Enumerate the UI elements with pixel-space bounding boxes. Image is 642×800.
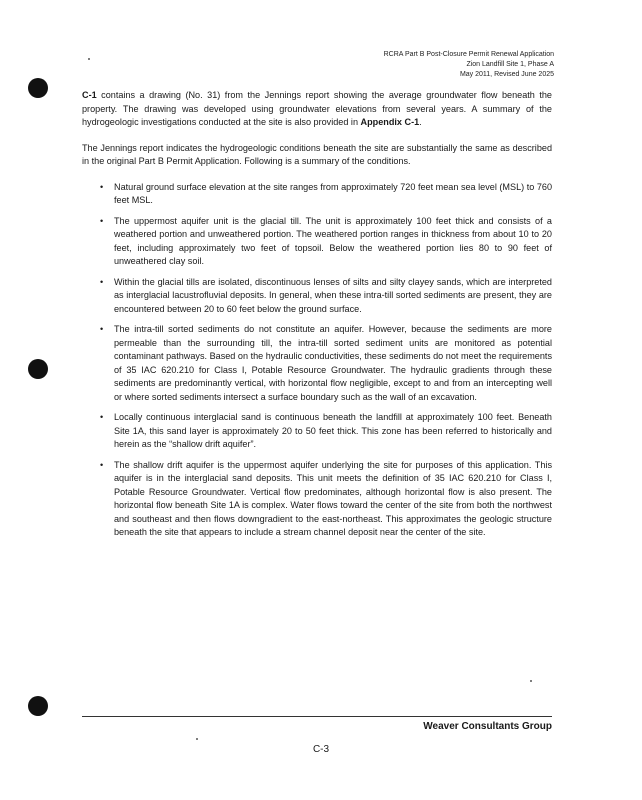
figure-reference: C-1 [82, 90, 97, 100]
binder-hole-bottom [28, 696, 48, 716]
binder-hole-middle [28, 359, 48, 379]
list-item: • The uppermost aquifer unit is the glacial till. The unit is approximately 100 feet thick and consists of a weathered portion and unweathered portion. The weathered portion ranges in thickness from about 10 to 20 feet, including approximately two feet of topsoil. Below the weathered portion lies 80 to 90 feet of unweathered clay soil. [100, 215, 552, 269]
intro-paragraph-2: The Jennings report indicates the hydrogeologic conditions beneath the site are substantially the same as described in the original Part B Permit Application. Following is a summary of the conditions. [82, 142, 552, 166]
list-item: • Natural ground surface elevation at the site ranges from approximately 720 feet mean sea level (MSL) to 760 feet MSL. [100, 181, 552, 208]
header-line-1: RCRA Part B Post-Closure Permit Renewal Application [383, 51, 554, 58]
footer-company-name: Weaver Consultants Group [423, 721, 552, 732]
intro-paragraph-1-text: contains a drawing (No. 31) from the Jennings report showing the average groundwater flow beneath the property. The drawing was developed using groundwater elevations from several years. A summary of the hydrogeologic investigations conducted at the site is also provided in [82, 90, 552, 127]
scan-speck [196, 738, 198, 740]
list-item: • Within the glacial tills are isolated, discontinuous lenses of silts and silty clayey sands, which are interpreted as interglacial lacustrofluvial deposits. In general, when these intra-till sorted sediments are present, they are encountered between 20 to 60 feet below the ground surface. [100, 276, 552, 317]
header-line-2: Zion Landfill Site 1, Phase A [466, 61, 554, 68]
conditions-list [82, 181, 552, 540]
body-text [82, 89, 552, 547]
intro-paragraph-1-end: . [419, 117, 422, 127]
list-item: • The intra-till sorted sediments do not constitute an aquifer. However, because the sediments are more permeable than the surrounding till, the intra-till sorted sediment units are monitored as potential contaminant pathways. Based on the hydraulic conductivities, these sediments do not meet the requirements of 35 IAC 620.210 for Class I, Potable Resource Groundwater. The hydraulic gradients through these sediments are predominantly vertical, with horizontal flow negligible, except to and from an intercepting well or where sorted sediments intersect a surface boundary such as the wall of an excavation. [100, 323, 552, 404]
running-header [384, 50, 554, 80]
scan-speck [88, 58, 90, 60]
footer-divider [82, 716, 552, 717]
list-item: • The shallow drift aquifer is the uppermost aquifer underlying the site for purposes of this application. This aquifer is in the interglacial sand deposits. This unit meets the definition of 35 IAC 620.210 for Class I, Potable Resource Groundwater. Vertical flow predominates, although horizontal flow is also present. The horizontal flow beneath Site 1A is complex. Water flows toward the center of the site from both the northwest and southeast and then flows downgradient to the east-northeast. This approximates the geologic structure beneath the site that appears to include a stream channel deposit near the center of the site. [100, 459, 552, 540]
scan-speck [530, 680, 532, 682]
binder-hole-top [28, 78, 48, 98]
list-item: • Locally continuous interglacial sand is continuous beneath the landfill at approximately 100 feet. Beneath Site 1A, this sand layer is approximately 20 to 50 feet thick. This zone has been referred to historically and herein as the “shallow drift aquifer”. [100, 411, 552, 452]
header-line-3: May 2011, Revised June 2025 [459, 71, 554, 78]
page-number: C-3 [312, 744, 330, 755]
appendix-reference: Appendix C-1 [360, 117, 420, 127]
intro-paragraph-1 [82, 89, 552, 130]
